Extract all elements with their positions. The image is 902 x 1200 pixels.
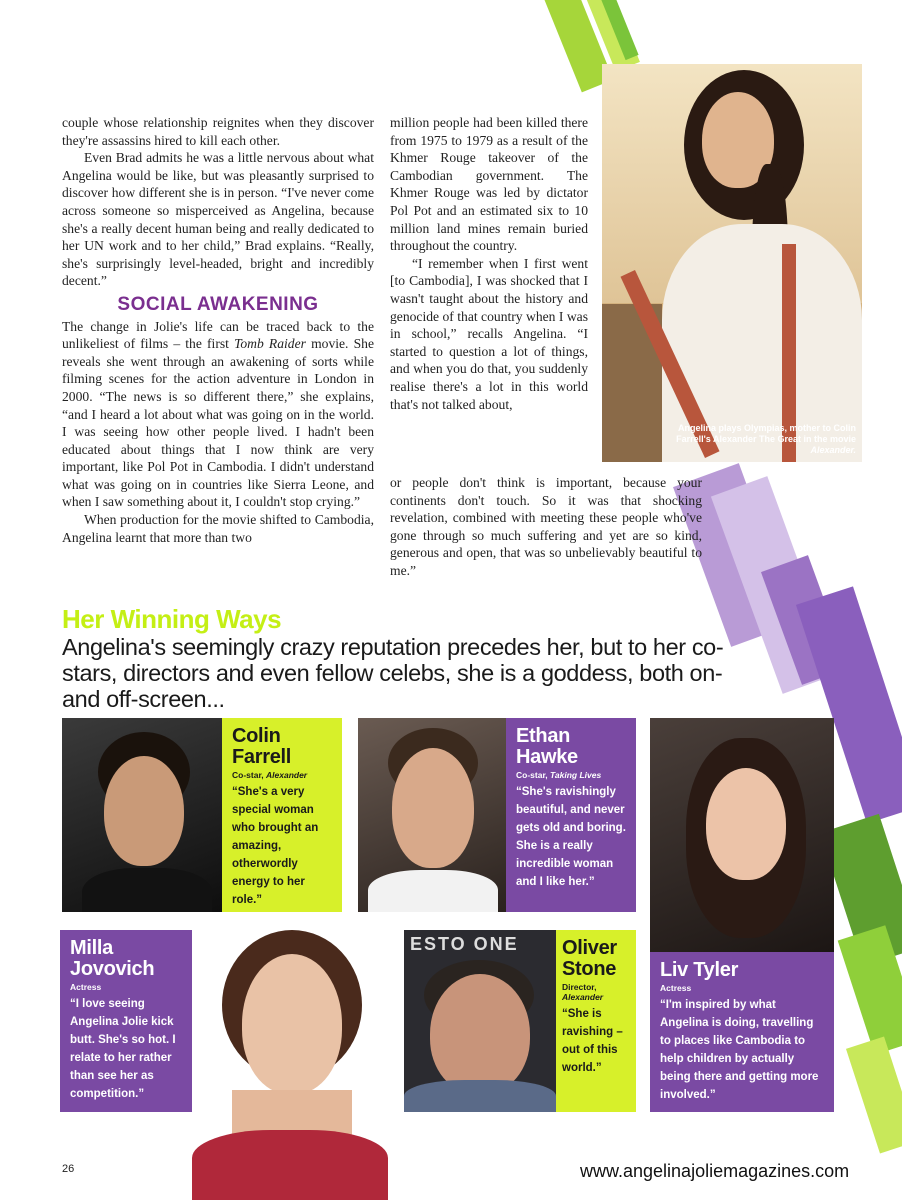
paragraph: Even Brad admits he was a little nervous about what Angelina would be like, but was pleasantly surprised to discover how different she is in person. “I've never come across someone so misperceived as Angelina, because she's a really decent human being and really dedicated to her UN work and to her child,” Brad explains. “Really, she's surprisingly level-headed, bright and incredibly decent.” (62, 150, 374, 289)
ethan-hawke-photo (358, 718, 506, 912)
milla-jovovich-card (60, 930, 192, 1112)
section-subhead: SOCIAL AWAKENING (117, 293, 319, 315)
card-name: Colin Farrell (232, 725, 292, 768)
card-name: Milla Jovovich (70, 937, 155, 980)
card-name: Ethan Hawke (516, 725, 578, 768)
paragraph: “I remember when I first went [to Cambodia], I was shocked that I wasn't taught about the history and genocide of that country when I was in school,” recalls Angelina. “I started to question a lot of things, and when you do that, you suddenly realise there's a lot in this world that's not talked about, (390, 255, 588, 412)
colin-farrell-photo (62, 718, 222, 912)
backdrop-sign-text: ESTO ONE (410, 934, 519, 954)
article-column-2-continued (390, 474, 702, 580)
liv-tyler-card (650, 952, 834, 1112)
card-quote: “She is ravishing – out of this world.” (562, 1008, 623, 1074)
card-quote: “I'm inspired by what Angelina is doing, travelling to places like Cambodia to help children by actually being there and getting more involved.” (660, 999, 819, 1101)
liv-tyler-photo (650, 718, 834, 952)
card-role: Actress (70, 982, 102, 992)
feature-title: Her Winning Ways (62, 604, 282, 634)
card-quote: “She's ravishingly beautiful, and never gets old and boring. She is a really incredible woman and I like her.” (516, 786, 626, 888)
angelina-alexander-photo (602, 64, 862, 462)
oliver-stone-photo (404, 930, 556, 1112)
ethan-hawke-card (506, 718, 636, 912)
card-role: Co-star, Alexander (232, 770, 308, 780)
paragraph: couple whose relationship reignites when they discover they're assassins hired to kill each other. (62, 115, 374, 148)
card-quote: “She's a very special woman who brought an amazing, otherwordly energy to her role.” (232, 786, 319, 906)
paragraph: The change in Jolie's life can be traced back to the unlikeliest of films – the first Tomb Raider movie. She reveals she went through an awakening of sorts while filming scenes for the action adventure in London in 2000. “The news is so different there,” she explains, “and I heard a lot about what was going on in the world. I was seeing how other people lived. I hadn't been educated about things that I now think are very important, like Pol Pot in Cambodia. I didn't understand what was going on in countries like Sierra Leone, and when I saw something about it, I couldn't stop crying.” (62, 318, 374, 510)
article-column-2 (390, 114, 588, 413)
page-number: 26 (62, 1163, 75, 1175)
feature-deck: Angelina's seemingly crazy reputation precedes her, but to her co-stars, directors and even fellow celebs, she is a goddess, both on- and off-screen... (62, 634, 724, 712)
paragraph: or people don't think is important, because your continents don't touch. So it was that shocking revelation, combined with meeting these people who've gone through so much suffering and yet are so kind, generous and open, that was so unbelievably beautiful to me.” (390, 475, 702, 578)
photo-caption: Angelina plays Olympias, mother to Colin Farrell's Alexander The Great in the movie Alexander. (676, 423, 856, 455)
paragraph: When production for the movie shifted to Cambodia, Angelina learnt that more than two (62, 512, 374, 545)
card-name: Oliver Stone (562, 937, 617, 980)
watermark-url: www.angelinajoliemagazines.com (580, 1161, 850, 1181)
card-role: Co-star, Taking Lives (516, 770, 602, 780)
oliver-stone-card (556, 930, 636, 1112)
paragraph: million people had been killed there from 1975 to 1979 as a result of the Khmer Rouge takeover of the Cambodian government. The Khmer Rouge was led by dictator Pol Pot and an estimated six to 10 million land mines remain buried throughout the country. (390, 115, 588, 254)
article-column-1 (62, 114, 374, 546)
card-role: Director, Alexander (562, 982, 604, 1002)
colin-farrell-card (222, 718, 342, 912)
card-name: Liv Tyler (660, 959, 739, 981)
milla-jovovich-photo (192, 930, 388, 1200)
card-quote: “I love seeing Angelina Jolie kick butt. She's so hot. I relate to her rather than see her as competition.” (70, 998, 176, 1100)
card-role: Actress (660, 983, 692, 993)
